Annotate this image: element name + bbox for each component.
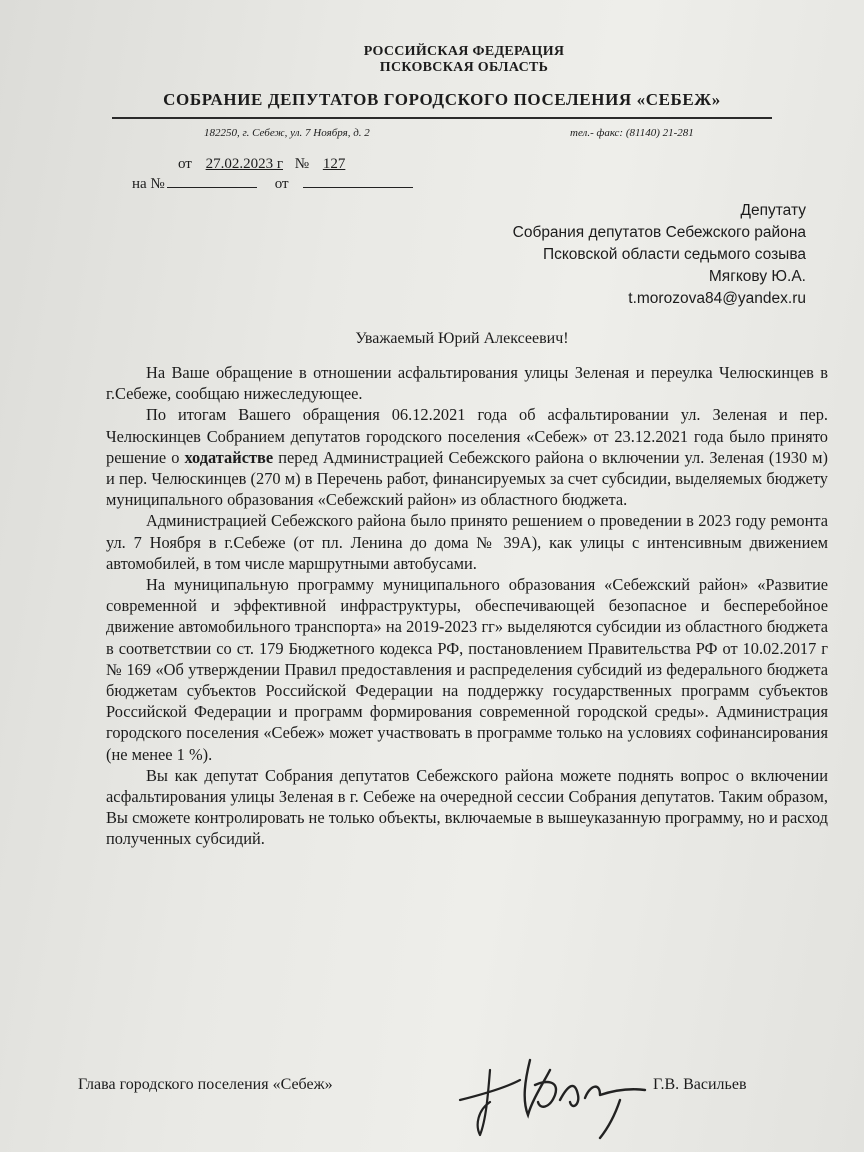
from-label: от [178, 156, 192, 172]
paragraph-4: На муниципальную программу муниципального образования «Себежский район» «Развитие современной и эффективной инфраструктуры, обеспечивающей безопасное и бесперебойное движение автомобильного транспорта» на 2019-2023 гг» выделяются субсидии из областного бюджета в соответствии со ст. 179 Бюджетного кодекса РФ, постановлением Правительства РФ от 10.02.2017 г № 169 «Об утверждении Правил предоставления и распределения субсидий из федерального бюджета бюджетам субъектов Российской Федерации на поддержку государственных программ субъектов Российской Федерации и программ формирования современной городской среды». Администрация городского поселения «Себеж» может участвовать в программе только на условиях софинансирования (не менее 1 %). [106, 575, 828, 764]
addressee-line: Депутату [740, 202, 806, 219]
signatory-title: Глава городского поселения «Себеж» [78, 1076, 333, 1093]
paragraph-2-end: перед Администрацией Себежского района о включении ул. Зеленая (1930 м) и пер. Челюскинцев (270 м) в Перечень работ, финансируемых за счет субсидии, выделяемых бюджету муниципального образования «Себежский район» из областного бюджета. [106, 447, 829, 510]
reply-date-blank [303, 175, 413, 188]
letter-number: 127 [322, 156, 346, 172]
paragraph-3: Администрацией Себежского района было принято решением о проведении в 2023 году ремонта ул. 7 Ноября в г.Себеже (от пл. Ленина до дома № 39А), как улицы с интенсивным движением автомобилей, в том числе маршрутными автобусами. [106, 511, 828, 573]
header-address: 182250, г. Себеж, ул. 7 Ноября, д. 2 [204, 127, 370, 139]
reply-label: на № [132, 176, 165, 192]
letter-body [106, 362, 828, 850]
header-divider [112, 117, 772, 119]
header-organization: СОБРАНИЕ ДЕПУТАТОВ ГОРОДСКОГО ПОСЕЛЕНИЯ «СЕБЕЖ» [163, 90, 721, 109]
paragraph-2-start: По итогам Вашего обращения 06.12.2021 года об асфальтировании ул. Зеленая и пер. Челюскинцев Собранием депутатов городского поселения «Себеж» от 23.12.2021 года было принято решение о [106, 405, 828, 467]
paragraph-1: На Ваше обращение в отношении асфальтирования улицы Зеленая и переулка Челюскинцев в г.Себеже, сообщаю нижеследующее. [106, 363, 828, 404]
header-country: РОССИЙСКАЯ ФЕДЕРАЦИЯ [363, 44, 565, 59]
greeting: Уважаемый Юрий Алексеевич! [355, 330, 569, 347]
addressee-line: Псковской области седьмого созыва [542, 246, 806, 263]
outgoing-reference [178, 156, 353, 173]
number-label: № [294, 156, 310, 172]
reply-from-label: от [274, 176, 289, 192]
reply-number-blank [167, 175, 257, 188]
signatory-name: Г.В. Васильев [653, 1076, 747, 1093]
paragraph-2 [106, 404, 828, 510]
addressee-block [513, 200, 806, 310]
header-region: ПСКОВСКАЯ ОБЛАСТЬ [379, 60, 549, 75]
handwritten-signature [450, 1040, 660, 1140]
reply-reference [132, 175, 413, 193]
paragraph-2-emphasis: ходатайстве [184, 447, 274, 467]
addressee-line: Мягкову Ю.А. [708, 268, 806, 285]
addressee-line: Собрания депутатов Себежского района [512, 224, 806, 241]
header-phone: тел.- факс: (81140) 21-281 [570, 127, 694, 139]
addressee-email: t.morozova84@yandex.ru [628, 290, 806, 307]
paragraph-5: Вы как депутат Собрания депутатов Себежского района можете поднять вопрос о включении асфальтирования улицы Зеленая в г. Себеже на очередной сессии Собрания депутатов. Таким образом, Вы сможете контролировать не только объекты, включаемые в вышеуказанную программу, но и расход полученных субсидий. [106, 765, 828, 849]
letter-date: 27.02.2023 г [205, 156, 284, 172]
